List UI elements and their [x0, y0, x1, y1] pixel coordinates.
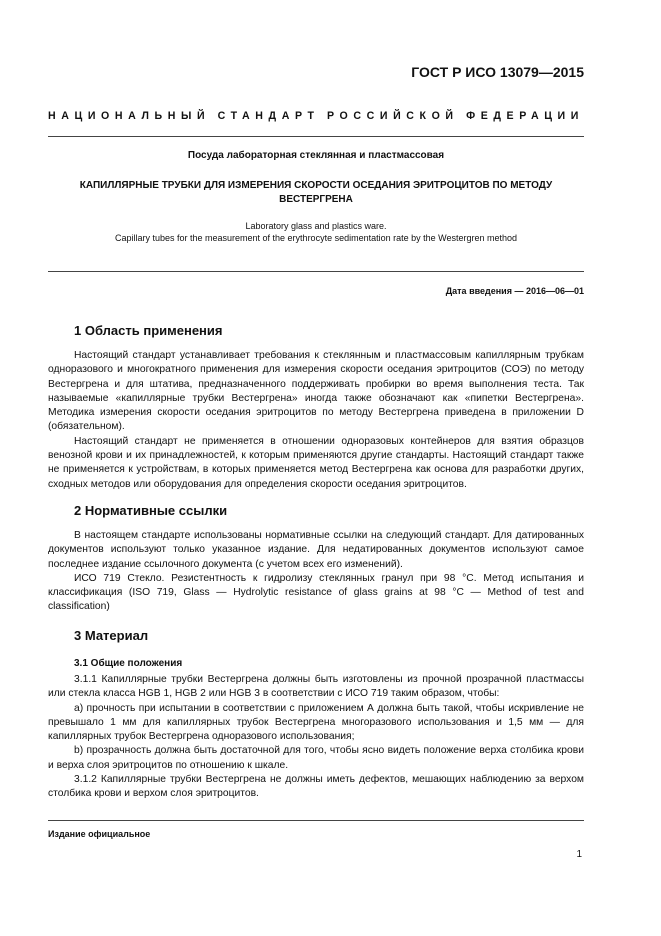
document-subtitle-ru: Посуда лабораторная стеклянная и пластмассовая — [187, 150, 445, 161]
divider — [48, 271, 584, 272]
paragraph: ИСО 719 Стекло. Резистентность к гидролизу стеклянных гранул при 98 °С. Метод испытания и классификация (ISO 719, Glass — Hydrolytic resistance of glass grains at 98 °C — Method of test and classification) — [48, 572, 584, 613]
paragraph: 3.1.2 Капиллярные трубки Вестергрена не должны иметь дефектов, мешающих наблюдению за верхом столбика крови и верхом слоя эритроцитов. — [48, 774, 584, 800]
national-standard-banner — [48, 110, 584, 122]
introduction-date: Дата введения — 2016—06—01 — [445, 286, 584, 296]
section-3-body — [48, 673, 584, 802]
banner-word: СТАНДАРТ — [217, 110, 320, 122]
banner-word: ФЕДЕРАЦИИ — [466, 110, 584, 122]
list-item: b) прозрачность должна быть достаточной для того, чтобы ясно видеть положение верха столбика крови и верха слоя эритроцитов по отношению к шкале. — [48, 745, 584, 771]
section-3-1-heading: 3.1 Общие положения — [74, 658, 183, 669]
banner-word: НАЦИОНАЛЬНЫЙ — [48, 110, 211, 122]
divider — [48, 820, 584, 821]
list-item: a) прочность при испытании в соответствии с приложением А должна быть такой, чтобы искривление не превышало 1 мм для капиллярных трубок Вестергрена многоразового использования и 1,5 мм — для капиллярных трубок Вестергрена одноразового использования; — [48, 702, 584, 743]
section-2-heading: 2 Нормативные ссылки — [74, 503, 228, 518]
document-title-en: Capillary tubes for the measurement of the erythrocyte sedimentation rate by the Westergren method — [114, 233, 518, 243]
section-2-body — [48, 529, 584, 615]
section-3-heading: 3 Материал — [74, 628, 149, 643]
paragraph: Настоящий стандарт устанавливает требования к стеклянным и пластмассовым капиллярным трубкам одноразового и многократного применения для измерения скорости оседания эритроцитов (СОЭ) по методу Вестергрена и для штатива, предназначенного поддерживать пробирки во время выполнения теста. Так называемые «капиллярные трубки Вестергрена» иногда также обозначают как «пипетки Вестергрена». Методика измерения скорости оседания эритроцитов по методу Вестергрена приведена в приложении D (обязательном). — [48, 350, 584, 433]
document-subtitle-en: Laboratory glass and plastics ware. — [245, 221, 387, 231]
paragraph: В настоящем стандарте использованы нормативные ссылки на следующий стандарт. Для датированных документов используют только указанное издание. Для недатированных документов используют самое последнее издание ссылочного документа (с учетом всех его изменений). — [48, 530, 584, 570]
standard-id: ГОСТ Р ИСО 13079—2015 — [411, 64, 584, 80]
document-title-ru: КАПИЛЛЯРНЫЕ ТРУБКИ ДЛЯ ИЗМЕРЕНИЯ СКОРОСТИ ОСЕДАНИЯ ЭРИТРОЦИТОВ ПО МЕТОДУ ВЕСТЕРГРЕНА — [79, 180, 553, 205]
edition-note: Издание официальное — [48, 829, 151, 839]
paragraph: Настоящий стандарт не применяется в отношении одноразовых контейнеров для взятия образцов венозной крови и их принадлежностей, к которым применяются другие стандарты. Настоящий стандарт также не применяется к устройствам, в которых применяется метод Вестергрена как основа для разработки других, сходных методов или оборудования для определения скорости оседания эритроцитов. — [48, 435, 584, 490]
section-1-body — [48, 349, 584, 492]
paragraph: 3.1.1 Капиллярные трубки Вестергрена должны быть изготовлены из прочной прозрачной пластмассы или стекла класса HGB 1, HGB 2 или HGB 3 в соответствии с ИСО 719 таким образом, чтобы: — [48, 674, 584, 700]
divider — [48, 136, 584, 137]
section-1-heading: 1 Область применения — [74, 323, 223, 338]
banner-word: РОССИЙСКОЙ — [326, 110, 459, 122]
page-number: 1 — [576, 849, 582, 860]
